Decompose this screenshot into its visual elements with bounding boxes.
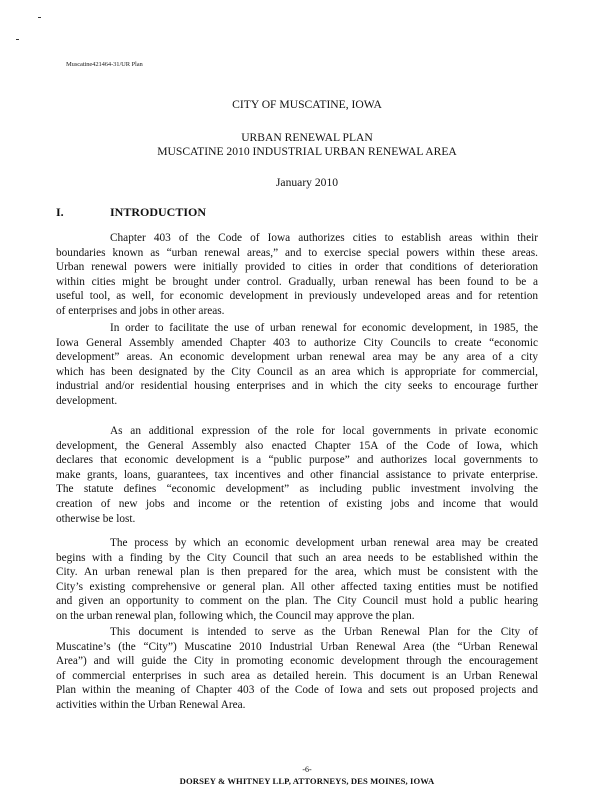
paragraph-line: The process by which an economic development urban renewal area may be created bbox=[110, 537, 538, 549]
title-area: MUSCATINE 2010 INDUSTRIAL URBAN RENEWAL AREA bbox=[157, 145, 457, 158]
page-number: -6- bbox=[302, 765, 312, 774]
paragraph-line: within cities might be brought under control. Gradually, urban renewal has been found to be a bbox=[56, 275, 538, 288]
paragraph-line: useful tool, as well, for economic development in previously undeveloped areas and for retention bbox=[56, 290, 538, 303]
paragraph-line: development, the General Assembly also enacted Chapter 15A of the Code of Iowa, which bbox=[56, 439, 538, 452]
paragraph bbox=[56, 625, 538, 713]
paragraph-line: Plan within the meaning of Chapter 403 of the Code of Iowa and sets out proposed projects and bbox=[56, 684, 538, 697]
paragraph-line: Area”) and will guide the City in promoting economic development through the encouragement bbox=[56, 655, 538, 668]
paragraph bbox=[56, 231, 538, 319]
paragraph-line: industrial and/or residential housing enterprises and in which the city seeks to encourage further bbox=[56, 380, 538, 393]
paragraph-line: activities within the Urban Renewal Area. bbox=[56, 698, 246, 711]
paragraph-line: otherwise be lost. bbox=[56, 512, 136, 525]
paragraph-line: Muscatine’s (the “City”) Muscatine 2010 Industrial Urban Renewal Area (the “Urban Renewal bbox=[56, 640, 538, 653]
paragraph-line: which has been designated by the City Council as an area which is appropriate for commercial, bbox=[56, 365, 538, 378]
paragraph-line: of commercial enterprises in such area as detailed herein. This document is an Urban Renewal bbox=[56, 669, 538, 682]
title-date: January 2010 bbox=[275, 176, 339, 189]
document-reference: Muscatine421464-31/UR Plan bbox=[66, 61, 143, 68]
paragraph bbox=[56, 536, 538, 624]
paragraph-line: make grants, loans, guarantees, tax incentives and other financial assistance to private enterprise. bbox=[56, 468, 538, 481]
paragraph-line: of enterprises and jobs in other areas. bbox=[56, 304, 225, 317]
paragraph-line: The statute defines “economic development” as including public investment involving the bbox=[56, 483, 538, 496]
title-plan: URBAN RENEWAL PLAN bbox=[241, 131, 373, 144]
paragraph-line: boundaries known as “urban renewal areas,” and to exercise special powers within these areas. bbox=[56, 246, 538, 259]
paragraph-line: City. An urban renewal plan is then prepared for the area, which must be consistent with the bbox=[56, 566, 538, 579]
paragraph-line: and given an opportunity to comment on the plan. The City Council must hold a public hearing bbox=[56, 595, 538, 608]
firm-footer: DORSEY & WHITNEY LLP, ATTORNEYS, DES MOINES, IOWA bbox=[179, 776, 435, 786]
paragraph-line: development. bbox=[56, 394, 118, 407]
paragraph bbox=[56, 424, 538, 526]
paragraph-line: In order to facilitate the use of urban renewal for economic development, in 1985, the bbox=[110, 322, 538, 334]
paragraph-line: City’s existing comprehensive or general plan. All other affected taxing entities must be notified bbox=[56, 580, 538, 593]
paragraph-line: declares that economic development is a “public purpose” and authorizes local governments to bbox=[56, 454, 538, 467]
section-heading bbox=[56, 205, 206, 220]
paragraph bbox=[56, 321, 538, 409]
paragraph-line: begins with a finding by the City Council that such an area needs to be established within the bbox=[56, 551, 538, 564]
paragraph-line: Iowa General Assembly amended Chapter 403 to authorize City Councils to create “economic bbox=[56, 336, 538, 349]
paragraph-line: creation of new jobs and income or the retention of existing jobs and income that would bbox=[56, 497, 538, 510]
scan-mark bbox=[38, 17, 41, 18]
paragraph-line: Urban renewal powers were initially provided to cities in order that conditions of deterioration bbox=[56, 261, 538, 274]
title-city: CITY OF MUSCATINE, IOWA bbox=[232, 98, 382, 111]
paragraph-line: Chapter 403 of the Code of Iowa authorizes cities to establish areas within their bbox=[110, 232, 538, 244]
paragraph-line: on the urban renewal plan, following which, the Council may approve the plan. bbox=[56, 609, 415, 622]
section-number: I. bbox=[56, 205, 64, 219]
scan-mark bbox=[16, 39, 19, 40]
section-title: INTRODUCTION bbox=[110, 205, 207, 219]
paragraph-line: This document is intended to serve as the Urban Renewal Plan for the City of bbox=[110, 626, 538, 638]
paragraph-line: development” areas. An economic development urban renewal area may be any area of a city bbox=[56, 351, 538, 364]
paragraph-line: As an additional expression of the role for local governments in private economic bbox=[110, 425, 538, 437]
